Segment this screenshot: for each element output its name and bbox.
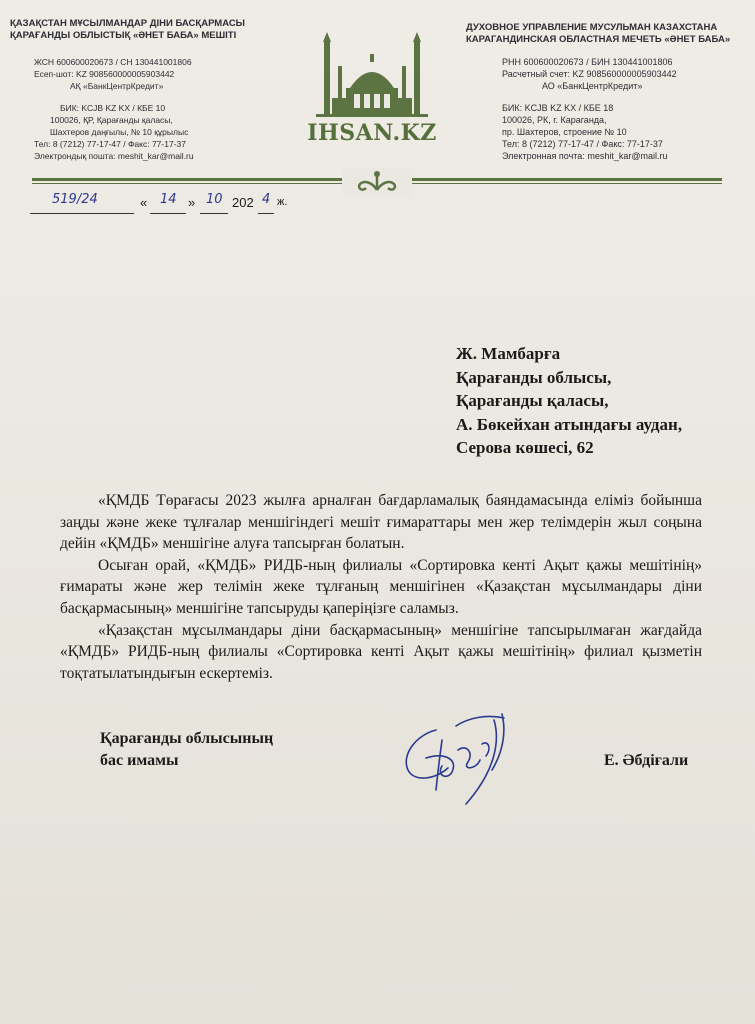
addressee-block: [456, 342, 751, 460]
account-kz: Есеп-шот: KZ 908560000005903442: [34, 69, 175, 79]
reference-year-prefix: 202: [232, 195, 254, 210]
logo-text: IHSAN.KZ: [307, 120, 437, 146]
account-ru: Расчетный счет: KZ 908560000005903442: [502, 69, 677, 79]
phone-ru: Тел: 8 (7212) 77-17-47 / Факс: 77-17-37: [502, 139, 663, 149]
signer-title: [100, 728, 320, 772]
reference-year-suffix: 4: [262, 192, 271, 207]
org-name-kz-line1: ҚАЗАҚСТАН МҰСЫЛМАНДАР ДІНИ БАСҚАРМАСЫ: [10, 18, 245, 29]
ids-kz: ЖСН 600600020673 / СН 130441001806: [34, 57, 192, 67]
ornament-icon: [342, 168, 412, 196]
signer-title-line2: бас имамы: [100, 752, 179, 769]
address-kz-1: 100026, ҚР, Қарағанды қаласы,: [50, 115, 173, 125]
bank-name-kz: АҚ «БанкЦентрКредит»: [70, 81, 164, 91]
handwritten-signature: [396, 700, 526, 810]
bik-ru: БИК: KCJB KZ KX / КБЕ 18: [502, 103, 614, 113]
reference-month: 10: [206, 192, 223, 207]
signer-title-line1: Қарағанды облысының: [100, 730, 274, 747]
address-kz-2: Шахтеров даңғылы, № 10 құрылыс: [50, 127, 189, 137]
header-right: [466, 22, 751, 162]
org-name-ru-line2: КАРАГАНДИНСКАЯ ОБЛАСТНАЯ МЕЧЕТЬ «ӘНЕТ БАБА»: [466, 34, 731, 45]
body-paragraph-2: Осыған орай, «ҚМДБ» РИДБ-ның филиалы «Сортировка кенті Ақыт қажы мешітінің» ғимараты және жер телімін жеке тұлғаның меншігінен «Қазақстан мұсылмандары діни басқармасының» меншігіне тапсыруды қаперіңізге саламыз.: [60, 556, 702, 617]
addressee-street: Серова көшесі, 62: [456, 438, 594, 457]
signer-name: Е. Әбдіғали: [604, 752, 689, 769]
addressee-region: Қарағанды облысы,: [456, 367, 612, 387]
ids-ru: РНН 600600020673 / БИН 130441001806: [502, 57, 673, 67]
phone-kz: Тел: 8 (7212) 77-17-47 / Факс: 77-17-37: [34, 139, 186, 149]
email-kz: Электрондық пошта: meshit_kar@mail.ru: [34, 151, 194, 161]
address-ru-2: пр. Шахтеров, строение № 10: [502, 127, 627, 137]
reference-number: 519/24: [52, 192, 98, 207]
reference-year-mark: ж.: [277, 196, 288, 208]
bik-kz: БИК: KCJB KZ KX / КБЕ 10: [60, 103, 166, 113]
org-name-kz-line2: ҚАРАҒАНДЫ ОБЛЫСТЫҚ «ӘНЕТ БАБА» МЕШІТІ: [10, 30, 237, 41]
reference-day: 14: [160, 192, 177, 207]
address-ru-1: 100026, РК, г. Караганда,: [502, 115, 607, 125]
email-ru: Электронная почта: meshit_kar@mail.ru: [502, 151, 668, 161]
org-name-ru-line1: ДУХОВНОЕ УПРАВЛЕНИЕ МУСУЛЬМАН КАЗАХСТАНА: [466, 22, 718, 33]
reference-line: 519/24 « 14 » 10 202 4 ж.: [30, 192, 330, 218]
letter-body: [60, 490, 702, 684]
bank-name-ru: АО «БанкЦентрКредит»: [542, 81, 643, 91]
addressee-name: Ж. Мамбарға: [456, 344, 561, 363]
body-paragraph-1: «ҚМДБ Төрағасы 2023 жылға арналған бағдарламалық баяндамасында еліміз бойынша заңды және жеке тұлғалар меншігіндегі мешіт ғимараттары мен жер телімдерін жыл соңына дейін «ҚМДБ» меншігіне алуға тапсырған болатын.: [60, 492, 702, 553]
addressee-city: Қарағанды қаласы,: [456, 391, 609, 410]
body-paragraph-3: «Қазақстан мұсылмандары діни басқармасының» меншігіне тапсырылмаған жағдайда «ҚМДБ» РИДБ-ның филиалы «Сортировка кенті Ақыт қажы мешітінің» филиал қызметін тоқтатылатындығын ескертеміз.: [60, 621, 702, 682]
addressee-district: А. Бөкейхан атындағы аудан,: [456, 414, 683, 434]
header-left: [10, 18, 310, 162]
